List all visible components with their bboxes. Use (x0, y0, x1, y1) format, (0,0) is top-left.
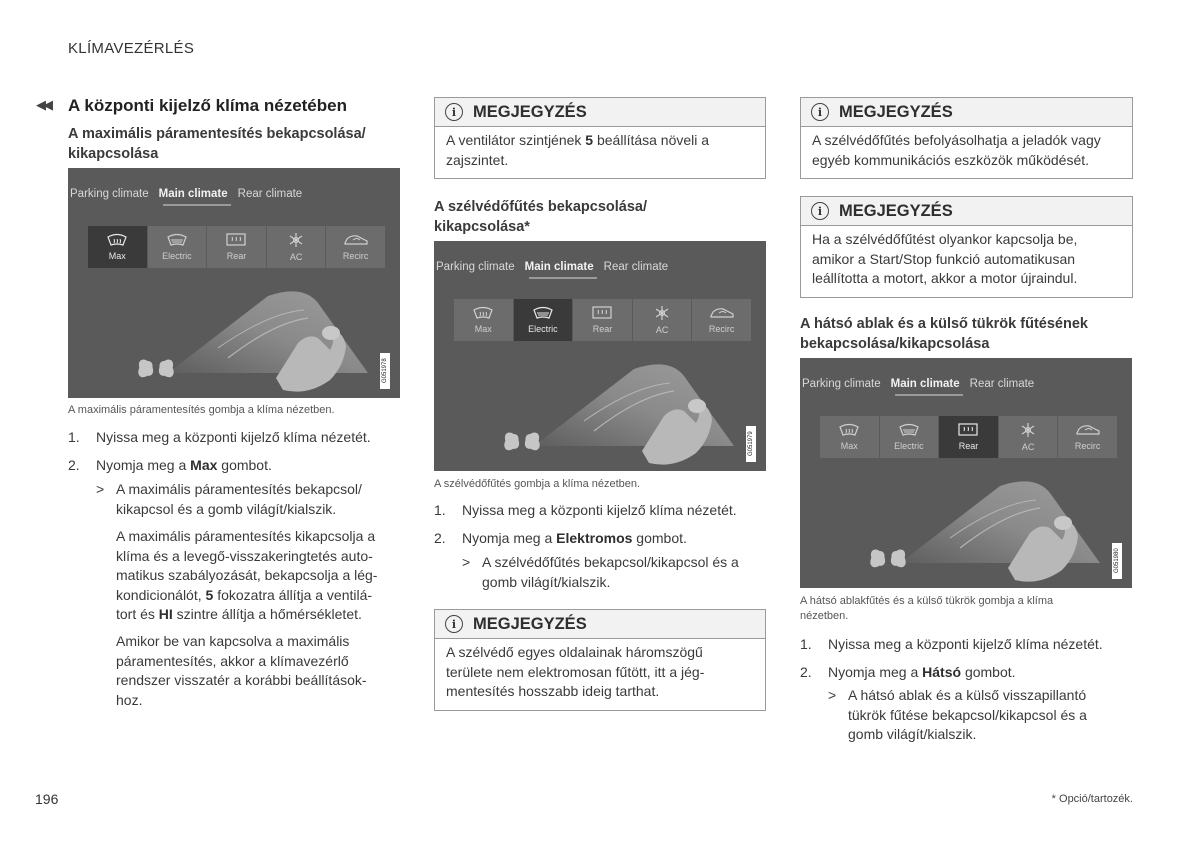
fan-seat-illustration (68, 168, 400, 398)
max-defrost-icon (106, 233, 128, 251)
tab-parking-climate[interactable]: Parking climate (436, 261, 515, 273)
info-icon: i (811, 103, 829, 121)
rear-window-heat-icon (591, 306, 613, 324)
climate-button-electric[interactable]: Electric (148, 226, 208, 268)
fan-seat-illustration (800, 358, 1132, 588)
tab-main-climate[interactable]: Main climate (524, 261, 594, 273)
climate-button-max[interactable]: Max (454, 299, 514, 341)
back-arrows-icon[interactable]: ◀◀ (36, 97, 50, 112)
climate-button-rear[interactable]: Rear (207, 226, 267, 268)
climate-tabs (436, 261, 678, 273)
rear-window-heat-icon (225, 233, 247, 251)
fan-seat-illustration (434, 241, 766, 471)
max-defrost-icon (472, 306, 494, 324)
tab-parking-climate[interactable]: Parking climate (70, 188, 149, 200)
climate-button-recirc[interactable]: Recirc (1058, 416, 1117, 458)
rear-window-heat-icon (957, 423, 979, 441)
image-code: G051979 (746, 426, 756, 462)
active-tab-indicator (895, 394, 963, 396)
note-box-fan-noise: i MEGJEGYZÉS A ventilátor szintjének 5 beállítása növeli a zajszintet. (434, 97, 766, 179)
climate-button-electric[interactable]: Electric (880, 416, 940, 458)
climate-button-row (820, 416, 1117, 458)
step-result: > A maximális páramentesítés bekapcsol/ kikapcsol és a gomb világít/kialszik. (96, 481, 362, 517)
tab-parking-climate[interactable]: Parking climate (802, 378, 881, 390)
paragraph-max-defrost-off: Amikor be van kapcsolva a maximális páramentesítés, akkor a klímavezérlő rendszer visszatér a korábbi beállítások- hoz. (116, 633, 367, 708)
ac-icon (654, 305, 670, 325)
climate-button-max[interactable]: Max (820, 416, 880, 458)
climate-button-recirc[interactable]: Recirc (326, 226, 385, 268)
info-icon: i (445, 615, 463, 633)
climate-button-rear[interactable]: Rear (939, 416, 999, 458)
tab-rear-climate[interactable]: Rear climate (603, 261, 669, 273)
climate-screenshot-max (68, 168, 400, 398)
step-result: > A hátsó ablak és a külső visszapillantó tükrök fűtése bekapcsol/kikapcsol és a gomb világít/kialszik. (828, 687, 1087, 742)
info-icon: i (445, 103, 463, 121)
image-code: G051978 (380, 353, 390, 389)
fan-icon (135, 357, 176, 380)
note-box-deicing: i MEGJEGYZÉS A szélvédő egyes oldalainak háromszögű területe nem elektromosan fűtött, itt a jég- mentesítés hosszabb ideig tarthat. (434, 609, 766, 711)
electric-windscreen-icon (898, 423, 920, 441)
fan-icon (501, 430, 542, 453)
climate-button-row (88, 226, 385, 268)
page-header: KLÍMAVEZÉRLÉS (68, 40, 195, 57)
tab-main-climate[interactable]: Main climate (158, 188, 228, 200)
recirculation-icon (343, 233, 369, 251)
note-box-signal-interference: i MEGJEGYZÉS A szélvédőfűtés befolyásolhatja a jeladók vagy egyéb kommunikációs eszközök működését. (800, 97, 1133, 179)
climate-tabs (802, 378, 1044, 390)
max-defrost-icon (838, 423, 860, 441)
climate-screenshot-rear (800, 358, 1132, 588)
tab-rear-climate[interactable]: Rear climate (237, 188, 303, 200)
subheading-rear-window-heating: A hátsó ablak és a külső tükrök fűtésének bekapcsolása/kikapcsolása (800, 316, 1088, 352)
climate-screenshot-electric (434, 241, 766, 471)
recirculation-icon (709, 306, 735, 324)
electric-windscreen-icon (166, 233, 188, 251)
fan-icon (867, 547, 908, 570)
electric-windscreen-icon (532, 306, 554, 324)
tab-main-climate[interactable]: Main climate (890, 378, 960, 390)
climate-tabs (70, 188, 312, 200)
section-title: A központi kijelző klíma nézetében (68, 96, 347, 115)
image-caption: A hátsó ablakfűtés és a külső tükrök gombja a klíma nézetben. (800, 595, 1054, 622)
climate-button-recirc[interactable]: Recirc (692, 299, 751, 341)
climate-button-rear[interactable]: Rear (573, 299, 633, 341)
ac-icon (1020, 422, 1036, 442)
note-box-start-stop: i MEGJEGYZÉS Ha a szélvédőfűtést olyankor kapcsolja be, amikor a Start/Stop funkció automatikusan leállította a motort, akkor a motor újraindul. (800, 196, 1133, 298)
climate-button-ac[interactable]: AC (999, 416, 1059, 458)
step-result: > A szélvédőfűtés bekapcsol/kikapcsol és a gomb világít/kialszik. (462, 554, 739, 590)
climate-button-ac[interactable]: AC (267, 226, 327, 268)
paragraph-max-defrost-effects: A maximális páramentesítés kikapcsolja a klíma és a levegő-visszakeringtetés auto- matikus szabályozását, bekapcsolja a lég- kondicionálót, 5 fokozatra állítja a ventilá- tort és HI szintre állítja a hőmérsékletet. (116, 528, 378, 622)
recirculation-icon (1075, 423, 1101, 441)
active-tab-indicator (529, 277, 597, 279)
info-icon: i (811, 202, 829, 220)
image-code: G051980 (1112, 543, 1122, 579)
climate-button-ac[interactable]: AC (633, 299, 693, 341)
image-caption: A maximális páramentesítés gombja a klíma nézetben. (68, 404, 335, 416)
footnote: * Opció/tartozék. (1051, 793, 1133, 805)
active-tab-indicator (163, 204, 231, 206)
climate-button-electric[interactable]: Electric (514, 299, 574, 341)
ac-icon (288, 232, 304, 252)
tab-rear-climate[interactable]: Rear climate (969, 378, 1035, 390)
subheading-windscreen-heating: A szélvédőfűtés bekapcsolása/ kikapcsolása* (434, 199, 648, 235)
page-number: 196 (35, 791, 59, 807)
image-caption: A szélvédőfűtés gombja a klíma nézetben. (434, 478, 641, 490)
climate-button-max[interactable]: Max (88, 226, 148, 268)
climate-button-row (454, 299, 751, 341)
subheading-max-defrost: A maximális páramentesítés bekapcsolása/ kikapcsolása (68, 126, 366, 162)
